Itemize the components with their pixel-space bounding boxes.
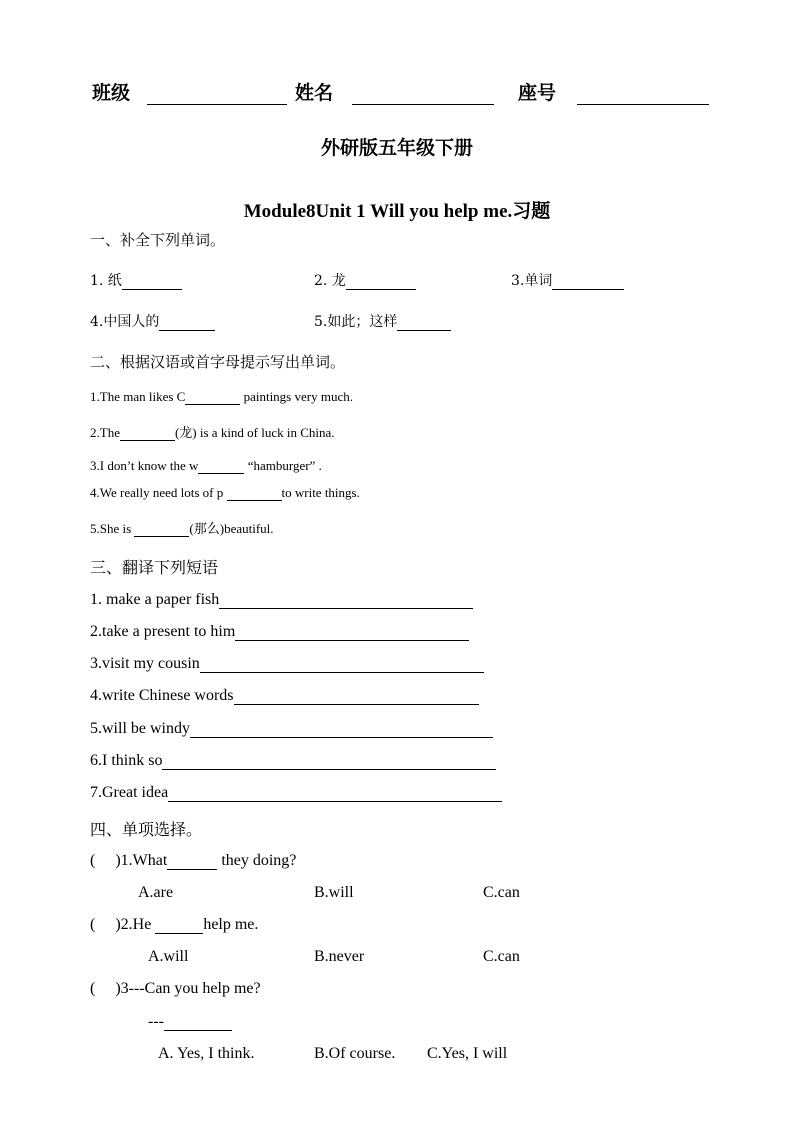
answer-blank[interactable]	[227, 486, 282, 501]
section1-item: 3.单词	[511, 270, 624, 290]
class-label: 班级	[92, 82, 131, 104]
section3-item: 1. make a paper fish	[90, 591, 473, 609]
name-label: 姓名	[295, 82, 334, 104]
section2-item: 2.The (龙) is a kind of luck in China.	[90, 425, 335, 440]
answer-blank[interactable]	[200, 656, 484, 673]
seat-label-row	[518, 78, 709, 105]
page-title: 外研版五年级下册	[320, 137, 473, 159]
answer-blank[interactable]	[185, 390, 240, 405]
section2-item: 1.The man likes C paintings very much.	[90, 389, 353, 404]
section3-item: 4.write Chinese words	[90, 687, 479, 705]
answer-paren[interactable]: ( )	[90, 916, 121, 933]
answer-paren[interactable]: ( )	[90, 980, 121, 997]
answer-blank[interactable]	[168, 785, 502, 802]
question-2: ( )2.He help me.	[90, 916, 259, 933]
question-1: ( )1.What they doing?	[90, 852, 297, 869]
question-3-answer-line: ---	[148, 1013, 232, 1031]
section2-heading: 二、根据汉语或首字母提示写出单词。	[90, 353, 346, 371]
class-label-row	[92, 78, 287, 105]
section1-item: 1. 纸	[90, 270, 182, 290]
section2-item: 4.We really need lots of p to write things.	[90, 485, 360, 500]
answer-blank[interactable]	[219, 592, 473, 609]
answer-paren[interactable]: ( )	[90, 852, 121, 869]
section1-item: 4.中国人的	[90, 311, 215, 331]
answer-blank[interactable]	[397, 314, 451, 331]
section3-item: 5.will be windy	[90, 720, 493, 738]
answer-blank[interactable]	[122, 273, 182, 290]
answer-blank[interactable]	[162, 753, 496, 770]
section3-item: 2.take a present to him	[90, 623, 469, 641]
answer-blank[interactable]	[190, 721, 493, 738]
answer-blank[interactable]	[198, 459, 244, 474]
section2-item: 3.I don’t know the w “hamburger” .	[90, 458, 322, 473]
option-c[interactable]: C.can	[483, 948, 520, 965]
option-c[interactable]: C.Yes, I will	[427, 1045, 508, 1062]
answer-blank[interactable]	[134, 522, 189, 537]
section1-item: 5.如此；这样	[314, 311, 451, 331]
option-b[interactable]: B.Of course.	[314, 1045, 396, 1062]
question-3: ( )3---Can you help me?	[90, 980, 261, 997]
section4-heading: 四、单项选择。	[90, 820, 203, 839]
seat-blank[interactable]	[577, 84, 709, 105]
section3-item: 7.Great idea	[90, 784, 502, 802]
seat-label: 座号	[518, 82, 557, 104]
option-a[interactable]: A. Yes, I think.	[158, 1045, 255, 1062]
option-c[interactable]: C.can	[483, 884, 520, 901]
answer-blank[interactable]	[155, 917, 203, 934]
name-label-row	[295, 78, 494, 105]
section1-item: 2. 龙	[314, 270, 416, 290]
answer-blank[interactable]	[164, 1014, 232, 1031]
section2-item: 5.She is (那么)beautiful.	[90, 521, 274, 536]
option-a[interactable]: A.are	[138, 884, 174, 901]
answer-blank[interactable]	[235, 624, 469, 641]
answer-blank[interactable]	[234, 688, 479, 705]
page-subtitle: Module8Unit 1 Will you help me.习题	[243, 201, 551, 222]
answer-blank[interactable]	[552, 273, 624, 290]
section3-item: 3.visit my cousin	[90, 655, 484, 673]
answer-blank[interactable]	[346, 273, 416, 290]
section1-heading: 一、补全下列单词。	[90, 231, 226, 249]
option-b[interactable]: B.will	[314, 884, 354, 901]
option-a[interactable]: A.will	[148, 948, 189, 965]
class-blank[interactable]	[147, 84, 287, 105]
answer-blank[interactable]	[120, 426, 175, 441]
name-blank[interactable]	[352, 84, 494, 105]
answer-blank[interactable]	[167, 853, 217, 870]
answer-blank[interactable]	[159, 314, 215, 331]
option-b[interactable]: B.never	[314, 948, 365, 965]
section3-item: 6.I think so	[90, 752, 496, 770]
section3-heading: 三、翻译下列短语	[90, 558, 219, 577]
